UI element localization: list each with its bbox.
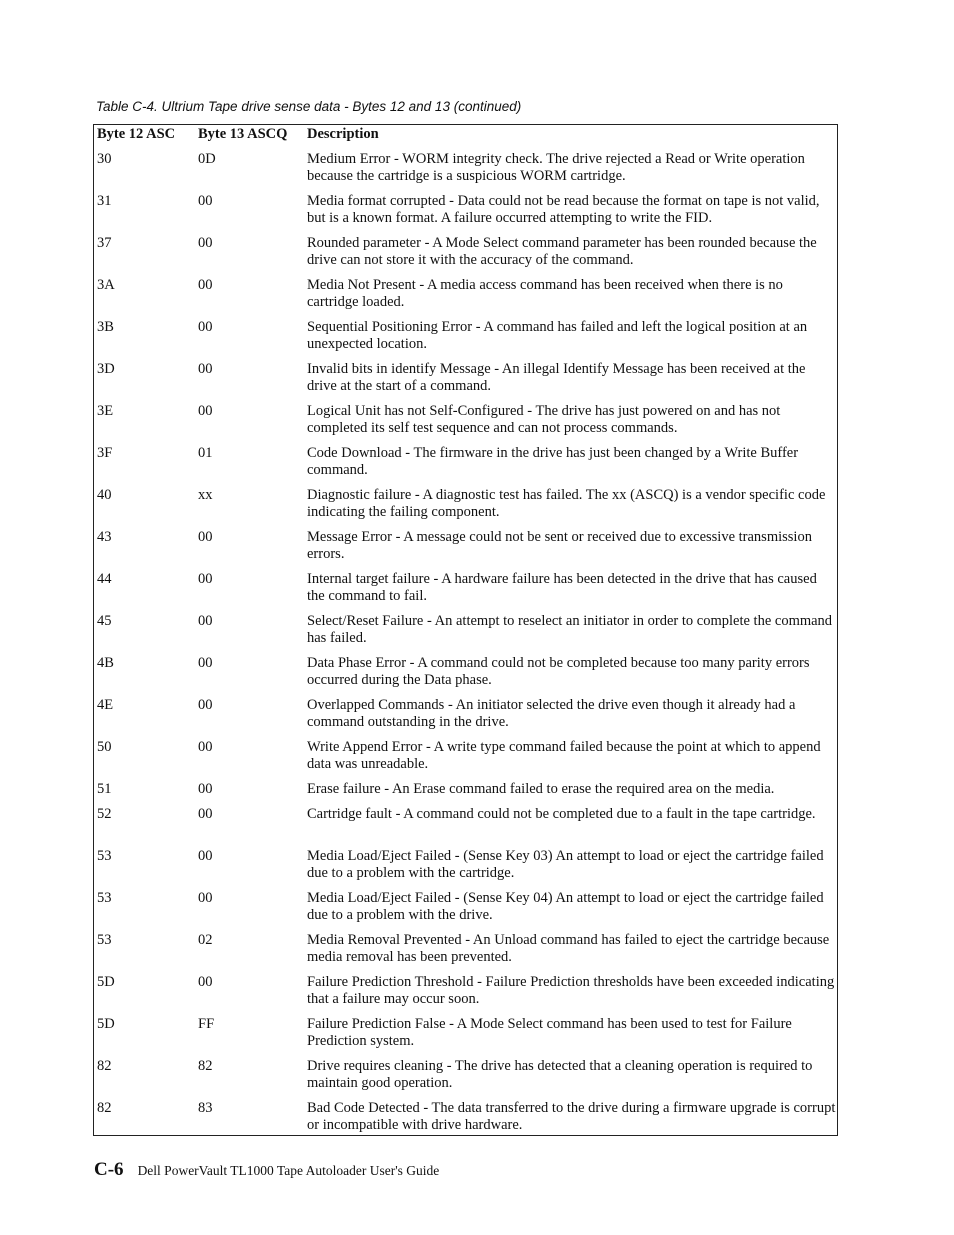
ascq-cell: 00 [198, 848, 213, 864]
asc-cell: 30 [97, 151, 112, 167]
description-cell: Internal target failure - A hardware failure has been detected in the drive that has caused the command to fail. [307, 571, 817, 604]
ascq-cell: 00 [198, 361, 213, 377]
description-cell: Diagnostic failure - A diagnostic test has failed. The xx (ASCQ) is a vendor specific code indicating the failing component. [307, 487, 826, 520]
ascq-cell: 02 [198, 932, 213, 948]
header-description: Description [307, 126, 379, 142]
description-cell: Invalid bits in identify Message - An illegal Identify Message has been received at the drive at the start of a command. [307, 361, 806, 394]
asc-cell: 3F [97, 445, 113, 461]
description-cell: Media Load/Eject Failed - (Sense Key 03) An attempt to load or eject the cartridge failed due to a problem with the cartridge. [307, 848, 824, 881]
ascq-cell: 01 [198, 445, 213, 461]
description-cell: Select/Reset Failure - An attempt to reselect an initiator in order to complete the command has failed. [307, 613, 833, 646]
page-footer [94, 1159, 439, 1181]
description-cell: Data Phase Error - A command could not be completed because too many parity errors occurred during the Data phase. [307, 655, 810, 688]
guide-title: Dell PowerVault TL1000 Tape Autoloader User's Guide [137, 1163, 440, 1178]
description-cell: Drive requires cleaning - The drive has detected that a cleaning operation is required to maintain good operation. [307, 1058, 813, 1091]
ascq-cell: 00 [198, 739, 213, 755]
asc-cell: 5D [97, 974, 115, 990]
ascq-cell: 83 [198, 1100, 213, 1116]
asc-cell: 3D [97, 361, 115, 377]
ascq-cell: 00 [198, 974, 213, 990]
table-caption: Table C-4. Ultrium Tape drive sense data - Bytes 12 and 13 (continued) [96, 99, 522, 114]
asc-cell: 3B [97, 319, 114, 335]
ascq-cell: 00 [198, 277, 213, 293]
ascq-cell: 00 [198, 890, 213, 906]
asc-cell: 5D [97, 1016, 115, 1032]
asc-cell: 43 [97, 529, 112, 545]
ascq-cell: 00 [198, 193, 213, 209]
asc-cell: 4B [97, 655, 114, 671]
asc-cell: 37 [97, 235, 112, 251]
asc-cell: 51 [97, 781, 112, 797]
description-cell: Failure Prediction False - A Mode Select command has been used to test for Failure Prediction system. [307, 1016, 792, 1049]
asc-cell: 53 [97, 932, 112, 948]
description-cell: Media Not Present - A media access command has been received when there is no cartridge loaded. [307, 277, 783, 310]
asc-cell: 53 [97, 848, 112, 864]
description-cell: Logical Unit has not Self-Configured - The drive has just powered on and has not completed its self test sequence and can not process commands. [307, 403, 781, 436]
description-cell: Write Append Error - A write type command failed because the point at which to append data was unreadable. [307, 739, 821, 772]
page-number: C-6 [94, 1159, 124, 1180]
asc-cell: 4E [97, 697, 114, 713]
description-cell: Medium Error - WORM integrity check. The drive rejected a Read or Write operation because the cartridge is a suspicious WORM cartridge. [307, 151, 805, 184]
asc-cell: 82 [97, 1100, 112, 1116]
ascq-cell: 00 [198, 697, 213, 713]
ascq-cell: xx [198, 487, 213, 503]
asc-cell: 44 [97, 571, 112, 587]
asc-cell: 3E [97, 403, 114, 419]
ascq-cell: 00 [198, 571, 213, 587]
description-cell: Media Load/Eject Failed - (Sense Key 04) An attempt to load or eject the cartridge failed due to a problem with the drive. [307, 890, 824, 923]
ascq-cell: 00 [198, 613, 213, 629]
description-cell: Failure Prediction Threshold - Failure Prediction thresholds have been exceeded indicating that a failure may occur soon. [307, 974, 835, 1007]
asc-cell: 82 [97, 1058, 112, 1074]
ascq-cell: 0D [198, 151, 216, 167]
description-cell: Sequential Positioning Error - A command has failed and left the logical position at an unexpected location. [307, 319, 808, 352]
description-cell: Cartridge fault - A command could not be completed due to a fault in the tape cartridge. [307, 806, 816, 822]
description-cell: Overlapped Commands - An initiator selected the drive even though it already had a command outstanding in the drive. [307, 697, 796, 730]
asc-cell: 40 [97, 487, 112, 503]
header-byte13-ascq: Byte 13 ASCQ [198, 126, 288, 142]
ascq-cell: 00 [198, 806, 213, 822]
asc-cell: 53 [97, 890, 112, 906]
asc-cell: 50 [97, 739, 112, 755]
asc-cell: 3A [97, 277, 115, 293]
ascq-cell: 00 [198, 319, 213, 335]
asc-cell: 31 [97, 193, 112, 209]
description-cell: Rounded parameter - A Mode Select command parameter has been rounded because the drive can not store it with the accuracy of the command. [307, 235, 817, 268]
description-cell: Media Removal Prevented - An Unload command has failed to eject the cartridge because media removal has been prevented. [307, 932, 830, 965]
description-cell: Erase failure - An Erase command failed to erase the required area on the media. [307, 781, 775, 797]
ascq-cell: 00 [198, 235, 213, 251]
ascq-cell: FF [198, 1016, 215, 1032]
description-cell: Code Download - The firmware in the drive has just been changed by a Write Buffer command. [307, 445, 799, 478]
ascq-cell: 00 [198, 781, 213, 797]
description-cell: Bad Code Detected - The data transferred to the drive during a firmware upgrade is corrupt or incompatible with drive hardware. [307, 1100, 836, 1133]
ascq-cell: 00 [198, 403, 213, 419]
description-cell: Media format corrupted - Data could not be read because the format on tape is not valid, but is a known format. A failure occurred attempting to write the FID. [307, 193, 820, 226]
header-byte12-asc: Byte 12 ASC [97, 126, 176, 142]
sense-data-table [93, 124, 838, 1136]
asc-cell: 52 [97, 806, 112, 822]
ascq-cell: 82 [198, 1058, 213, 1074]
ascq-cell: 00 [198, 655, 213, 671]
ascq-cell: 00 [198, 529, 213, 545]
asc-cell: 45 [97, 613, 112, 629]
description-cell: Message Error - A message could not be sent or received due to excessive transmission errors. [307, 529, 812, 562]
